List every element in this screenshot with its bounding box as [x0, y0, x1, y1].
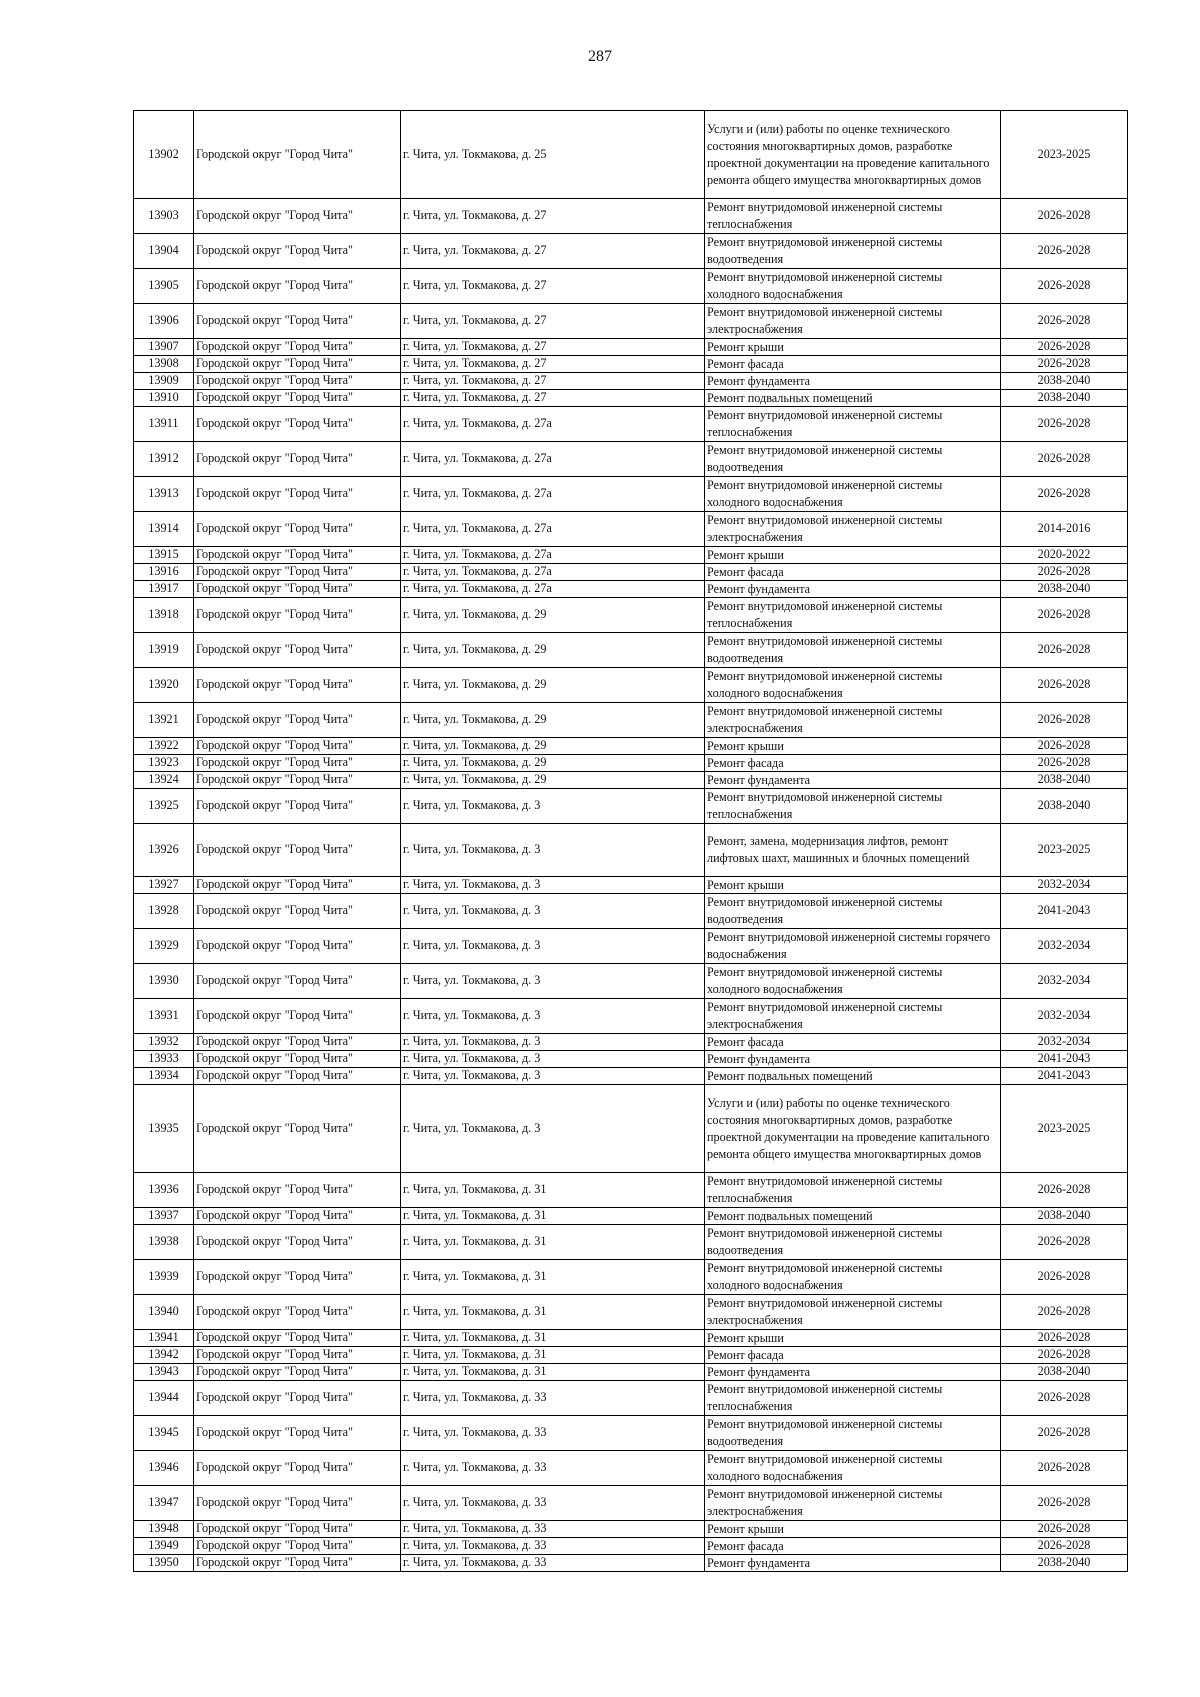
row-number: 13929 [134, 929, 194, 964]
municipality-cell: Городской округ "Город Чита" [194, 1068, 401, 1085]
period-cell: 2026-2028 [1001, 668, 1128, 703]
table-row [134, 1486, 1128, 1521]
work-type-cell: Ремонт внутридомовой инженерной системы водоотведения [705, 234, 1001, 269]
period-cell: 2026-2028 [1001, 633, 1128, 668]
municipality-cell: Городской округ "Город Чита" [194, 564, 401, 581]
row-number: 13936 [134, 1173, 194, 1208]
row-number: 13944 [134, 1381, 194, 1416]
municipality-cell: Городской округ "Город Чита" [194, 668, 401, 703]
work-type-cell: Ремонт внутридомовой инженерной системы холодного водоснабжения [705, 668, 1001, 703]
municipality-cell: Городской округ "Город Чита" [194, 269, 401, 304]
table-row [134, 234, 1128, 269]
municipality-cell: Городской округ "Город Чита" [194, 1085, 401, 1173]
work-type-cell: Ремонт крыши [705, 1521, 1001, 1538]
municipality-cell: Городской округ "Город Чита" [194, 304, 401, 339]
address-cell: г. Чита, ул. Токмакова, д. 33 [401, 1381, 705, 1416]
row-number: 13935 [134, 1085, 194, 1173]
row-number: 13922 [134, 738, 194, 755]
period-cell: 2032-2034 [1001, 877, 1128, 894]
row-number: 13950 [134, 1555, 194, 1572]
municipality-cell: Городской округ "Город Чита" [194, 1034, 401, 1051]
municipality-cell: Городской округ "Город Чита" [194, 1260, 401, 1295]
row-number: 13945 [134, 1416, 194, 1451]
table-row [134, 1555, 1128, 1572]
period-cell: 2038-2040 [1001, 1555, 1128, 1572]
address-cell: г. Чита, ул. Токмакова, д. 31 [401, 1208, 705, 1225]
work-type-cell: Ремонт фасада [705, 1538, 1001, 1555]
period-cell: 2026-2028 [1001, 234, 1128, 269]
table-row [134, 772, 1128, 789]
work-type-cell: Ремонт внутридомовой инженерной системы теплоснабжения [705, 789, 1001, 824]
work-type-cell: Ремонт фасада [705, 1347, 1001, 1364]
period-cell: 2026-2028 [1001, 477, 1128, 512]
row-number: 13911 [134, 407, 194, 442]
municipality-cell: Городской округ "Город Чита" [194, 999, 401, 1034]
municipality-cell: Городской округ "Город Чита" [194, 633, 401, 668]
table-row [134, 1225, 1128, 1260]
address-cell: г. Чита, ул. Токмакова, д. 27 [401, 234, 705, 269]
period-cell: 2026-2028 [1001, 564, 1128, 581]
address-cell: г. Чита, ул. Токмакова, д. 33 [401, 1416, 705, 1451]
address-cell: г. Чита, ул. Токмакова, д. 3 [401, 1068, 705, 1085]
address-cell: г. Чита, ул. Токмакова, д. 33 [401, 1538, 705, 1555]
address-cell: г. Чита, ул. Токмакова, д. 27 [401, 356, 705, 373]
row-number: 13917 [134, 581, 194, 598]
row-number: 13916 [134, 564, 194, 581]
work-type-cell: Ремонт фундамента [705, 373, 1001, 390]
repair-schedule-table [133, 110, 1128, 1572]
address-cell: г. Чита, ул. Токмакова, д. 31 [401, 1173, 705, 1208]
table-row [134, 1538, 1128, 1555]
address-cell: г. Чита, ул. Токмакова, д. 31 [401, 1330, 705, 1347]
period-cell: 2023-2025 [1001, 111, 1128, 199]
period-cell: 2026-2028 [1001, 1225, 1128, 1260]
period-cell: 2026-2028 [1001, 738, 1128, 755]
table-row [134, 111, 1128, 199]
address-cell: г. Чита, ул. Токмакова, д. 31 [401, 1295, 705, 1330]
table-row [134, 755, 1128, 772]
table-row [134, 877, 1128, 894]
row-number: 13930 [134, 964, 194, 999]
municipality-cell: Городской округ "Город Чита" [194, 964, 401, 999]
period-cell: 2014-2016 [1001, 512, 1128, 547]
row-number: 13913 [134, 477, 194, 512]
work-type-cell: Ремонт крыши [705, 1330, 1001, 1347]
municipality-cell: Городской округ "Город Чита" [194, 772, 401, 789]
row-number: 13928 [134, 894, 194, 929]
row-number: 13925 [134, 789, 194, 824]
work-type-cell: Ремонт подвальных помещений [705, 1068, 1001, 1085]
table-row [134, 390, 1128, 407]
address-cell: г. Чита, ул. Токмакова, д. 27а [401, 564, 705, 581]
address-cell: г. Чита, ул. Токмакова, д. 31 [401, 1225, 705, 1260]
period-cell: 2026-2028 [1001, 703, 1128, 738]
table-row [134, 373, 1128, 390]
table-row [134, 999, 1128, 1034]
address-cell: г. Чита, ул. Токмакова, д. 27а [401, 407, 705, 442]
municipality-cell: Городской округ "Город Чита" [194, 1381, 401, 1416]
municipality-cell: Городской округ "Город Чита" [194, 1451, 401, 1486]
period-cell: 2026-2028 [1001, 1416, 1128, 1451]
work-type-cell: Ремонт внутридомовой инженерной системы водоотведения [705, 633, 1001, 668]
municipality-cell: Городской округ "Город Чита" [194, 738, 401, 755]
period-cell: 2026-2028 [1001, 339, 1128, 356]
table-row [134, 824, 1128, 877]
table-row [134, 1068, 1128, 1085]
address-cell: г. Чита, ул. Токмакова, д. 31 [401, 1347, 705, 1364]
row-number: 13946 [134, 1451, 194, 1486]
row-number: 13909 [134, 373, 194, 390]
period-cell: 2032-2034 [1001, 964, 1128, 999]
municipality-cell: Городской округ "Город Чита" [194, 1521, 401, 1538]
row-number: 13931 [134, 999, 194, 1034]
address-cell: г. Чита, ул. Токмакова, д. 3 [401, 1051, 705, 1068]
address-cell: г. Чита, ул. Токмакова, д. 29 [401, 755, 705, 772]
table-row [134, 1330, 1128, 1347]
work-type-cell: Ремонт внутридомовой инженерной системы электроснабжения [705, 703, 1001, 738]
address-cell: г. Чита, ул. Токмакова, д. 33 [401, 1486, 705, 1521]
period-cell: 2026-2028 [1001, 755, 1128, 772]
work-type-cell: Ремонт фасада [705, 1034, 1001, 1051]
municipality-cell: Городской округ "Город Чита" [194, 199, 401, 234]
period-cell: 2038-2040 [1001, 789, 1128, 824]
table-row [134, 633, 1128, 668]
table-row [134, 339, 1128, 356]
table-row [134, 304, 1128, 339]
municipality-cell: Городской округ "Город Чита" [194, 512, 401, 547]
table-row [134, 547, 1128, 564]
row-number: 13940 [134, 1295, 194, 1330]
work-type-cell: Ремонт внутридомовой инженерной системы электроснабжения [705, 1295, 1001, 1330]
period-cell: 2038-2040 [1001, 581, 1128, 598]
period-cell: 2038-2040 [1001, 390, 1128, 407]
table-row [134, 407, 1128, 442]
period-cell: 2032-2034 [1001, 999, 1128, 1034]
work-type-cell: Ремонт внутридомовой инженерной системы холодного водоснабжения [705, 1260, 1001, 1295]
municipality-cell: Городской округ "Город Чита" [194, 598, 401, 633]
municipality-cell: Городской округ "Город Чита" [194, 877, 401, 894]
period-cell: 2026-2028 [1001, 356, 1128, 373]
work-type-cell: Ремонт внутридомовой инженерной системы водоотведения [705, 894, 1001, 929]
period-cell: 2038-2040 [1001, 1364, 1128, 1381]
row-number: 13902 [134, 111, 194, 199]
period-cell: 2026-2028 [1001, 1381, 1128, 1416]
work-type-cell: Ремонт внутридомовой инженерной системы холодного водоснабжения [705, 477, 1001, 512]
period-cell: 2026-2028 [1001, 407, 1128, 442]
municipality-cell: Городской округ "Город Чита" [194, 789, 401, 824]
table-row [134, 1364, 1128, 1381]
period-cell: 2026-2028 [1001, 304, 1128, 339]
address-cell: г. Чита, ул. Токмакова, д. 27а [401, 512, 705, 547]
work-type-cell: Ремонт внутридомовой инженерной системы электроснабжения [705, 512, 1001, 547]
municipality-cell: Городской округ "Город Чита" [194, 234, 401, 269]
work-type-cell: Ремонт крыши [705, 339, 1001, 356]
table-row [134, 1085, 1128, 1173]
address-cell: г. Чита, ул. Токмакова, д. 3 [401, 789, 705, 824]
address-cell: г. Чита, ул. Токмакова, д. 29 [401, 772, 705, 789]
work-type-cell: Ремонт внутридомовой инженерной системы теплоснабжения [705, 407, 1001, 442]
municipality-cell: Городской округ "Город Чита" [194, 755, 401, 772]
period-cell: 2032-2034 [1001, 929, 1128, 964]
table-row [134, 789, 1128, 824]
table-row [134, 1416, 1128, 1451]
row-number: 13932 [134, 1034, 194, 1051]
row-number: 13941 [134, 1330, 194, 1347]
address-cell: г. Чита, ул. Токмакова, д. 3 [401, 877, 705, 894]
address-cell: г. Чита, ул. Токмакова, д. 33 [401, 1555, 705, 1572]
period-cell: 2041-2043 [1001, 1068, 1128, 1085]
municipality-cell: Городской округ "Город Чита" [194, 1330, 401, 1347]
address-cell: г. Чита, ул. Токмакова, д. 33 [401, 1451, 705, 1486]
table-row [134, 1347, 1128, 1364]
work-type-cell: Ремонт фундамента [705, 1555, 1001, 1572]
address-cell: г. Чита, ул. Токмакова, д. 29 [401, 633, 705, 668]
work-type-cell: Ремонт крыши [705, 738, 1001, 755]
row-number: 13939 [134, 1260, 194, 1295]
address-cell: г. Чита, ул. Токмакова, д. 29 [401, 598, 705, 633]
work-type-cell: Ремонт внутридомовой инженерной системы водоотведения [705, 1416, 1001, 1451]
table-row [134, 929, 1128, 964]
address-cell: г. Чита, ул. Токмакова, д. 27 [401, 390, 705, 407]
work-type-cell: Ремонт внутридомовой инженерной системы холодного водоснабжения [705, 964, 1001, 999]
table-row [134, 964, 1128, 999]
table-row [134, 269, 1128, 304]
work-type-cell: Ремонт внутридомовой инженерной системы электроснабжения [705, 304, 1001, 339]
row-number: 13903 [134, 199, 194, 234]
period-cell: 2041-2043 [1001, 894, 1128, 929]
address-cell: г. Чита, ул. Токмакова, д. 29 [401, 738, 705, 755]
row-number: 13926 [134, 824, 194, 877]
row-number: 13924 [134, 772, 194, 789]
row-number: 13938 [134, 1225, 194, 1260]
municipality-cell: Городской округ "Город Чита" [194, 547, 401, 564]
row-number: 13934 [134, 1068, 194, 1085]
table-row [134, 1260, 1128, 1295]
row-number: 13915 [134, 547, 194, 564]
row-number: 13921 [134, 703, 194, 738]
period-cell: 2032-2034 [1001, 1034, 1128, 1051]
address-cell: г. Чита, ул. Токмакова, д. 29 [401, 668, 705, 703]
address-cell: г. Чита, ул. Токмакова, д. 3 [401, 894, 705, 929]
work-type-cell: Ремонт внутридомовой инженерной системы электроснабжения [705, 1486, 1001, 1521]
table-row [134, 1295, 1128, 1330]
municipality-cell: Городской округ "Город Чита" [194, 1364, 401, 1381]
address-cell: г. Чита, ул. Токмакова, д. 27 [401, 373, 705, 390]
work-type-cell: Ремонт фундамента [705, 1051, 1001, 1068]
row-number: 13942 [134, 1347, 194, 1364]
municipality-cell: Городской округ "Город Чита" [194, 356, 401, 373]
table-row [134, 598, 1128, 633]
municipality-cell: Городской округ "Город Чита" [194, 703, 401, 738]
row-number: 13918 [134, 598, 194, 633]
work-type-cell: Ремонт внутридомовой инженерной системы теплоснабжения [705, 1381, 1001, 1416]
row-number: 13905 [134, 269, 194, 304]
municipality-cell: Городской округ "Город Чита" [194, 1051, 401, 1068]
row-number: 13910 [134, 390, 194, 407]
period-cell: 2026-2028 [1001, 1538, 1128, 1555]
period-cell: 2026-2028 [1001, 598, 1128, 633]
work-type-cell: Услуги и (или) работы по оценке технического состояния многоквартирных домов, разработке проектной документации на проведение капитального ремонта общего имущества многоквартирных домов [705, 111, 1001, 199]
address-cell: г. Чита, ул. Токмакова, д. 27а [401, 442, 705, 477]
address-cell: г. Чита, ул. Токмакова, д. 27 [401, 339, 705, 356]
address-cell: г. Чита, ул. Токмакова, д. 25 [401, 111, 705, 199]
address-cell: г. Чита, ул. Токмакова, д. 27 [401, 199, 705, 234]
work-type-cell: Ремонт внутридомовой инженерной системы холодного водоснабжения [705, 269, 1001, 304]
address-cell: г. Чита, ул. Токмакова, д. 31 [401, 1260, 705, 1295]
table-row [134, 564, 1128, 581]
work-type-cell: Ремонт внутридомовой инженерной системы горячего водоснабжения [705, 929, 1001, 964]
table-row [134, 1208, 1128, 1225]
row-number: 13920 [134, 668, 194, 703]
table-row [134, 1051, 1128, 1068]
period-cell: 2038-2040 [1001, 772, 1128, 789]
municipality-cell: Городской округ "Город Чита" [194, 442, 401, 477]
table-row [134, 1381, 1128, 1416]
address-cell: г. Чита, ул. Токмакова, д. 27а [401, 547, 705, 564]
address-cell: г. Чита, ул. Токмакова, д. 31 [401, 1364, 705, 1381]
period-cell: 2026-2028 [1001, 1451, 1128, 1486]
municipality-cell: Городской округ "Город Чита" [194, 581, 401, 598]
work-type-cell: Ремонт внутридомовой инженерной системы электроснабжения [705, 999, 1001, 1034]
period-cell: 2026-2028 [1001, 199, 1128, 234]
work-type-cell: Ремонт внутридомовой инженерной системы теплоснабжения [705, 1173, 1001, 1208]
municipality-cell: Городской округ "Город Чита" [194, 1486, 401, 1521]
work-type-cell: Ремонт фундамента [705, 581, 1001, 598]
municipality-cell: Городской округ "Город Чита" [194, 477, 401, 512]
work-type-cell: Ремонт фасада [705, 755, 1001, 772]
municipality-cell: Городской округ "Город Чита" [194, 111, 401, 199]
municipality-cell: Городской округ "Город Чита" [194, 407, 401, 442]
period-cell: 2038-2040 [1001, 1208, 1128, 1225]
municipality-cell: Городской округ "Город Чита" [194, 1173, 401, 1208]
work-type-cell: Услуги и (или) работы по оценке технического состояния многоквартирных домов, разработке проектной документации на проведение капитального ремонта общего имущества многоквартирных домов [705, 1085, 1001, 1173]
municipality-cell: Городской округ "Город Чита" [194, 1225, 401, 1260]
row-number: 13923 [134, 755, 194, 772]
municipality-cell: Городской округ "Город Чита" [194, 1295, 401, 1330]
row-number: 13943 [134, 1364, 194, 1381]
period-cell: 2026-2028 [1001, 1486, 1128, 1521]
table-row [134, 894, 1128, 929]
work-type-cell: Ремонт крыши [705, 877, 1001, 894]
table-row [134, 512, 1128, 547]
work-type-cell: Ремонт, замена, модернизация лифтов, ремонт лифтовых шахт, машинных и блочных помещений [705, 824, 1001, 877]
address-cell: г. Чита, ул. Токмакова, д. 33 [401, 1521, 705, 1538]
period-cell: 2026-2028 [1001, 1347, 1128, 1364]
municipality-cell: Городской округ "Город Чита" [194, 1555, 401, 1572]
table-row [134, 581, 1128, 598]
row-number: 13933 [134, 1051, 194, 1068]
municipality-cell: Городской округ "Город Чита" [194, 824, 401, 877]
address-cell: г. Чита, ул. Токмакова, д. 29 [401, 703, 705, 738]
work-type-cell: Ремонт фундамента [705, 1364, 1001, 1381]
table-body [134, 111, 1128, 1572]
work-type-cell: Ремонт внутридомовой инженерной системы холодного водоснабжения [705, 1451, 1001, 1486]
page-number: 287 [588, 48, 612, 65]
municipality-cell: Городской округ "Город Чита" [194, 1347, 401, 1364]
municipality-cell: Городской округ "Город Чита" [194, 390, 401, 407]
municipality-cell: Городской округ "Город Чита" [194, 373, 401, 390]
period-cell: 2026-2028 [1001, 1173, 1128, 1208]
work-type-cell: Ремонт фасада [705, 564, 1001, 581]
period-cell: 2020-2022 [1001, 547, 1128, 564]
table-row [134, 199, 1128, 234]
table-row [134, 738, 1128, 755]
row-number: 13904 [134, 234, 194, 269]
row-number: 13912 [134, 442, 194, 477]
municipality-cell: Городской округ "Город Чита" [194, 929, 401, 964]
table-row [134, 1521, 1128, 1538]
table-row [134, 356, 1128, 373]
table-row [134, 703, 1128, 738]
municipality-cell: Городской округ "Город Чита" [194, 339, 401, 356]
table-row [134, 1034, 1128, 1051]
table-row [134, 668, 1128, 703]
work-type-cell: Ремонт подвальных помещений [705, 390, 1001, 407]
municipality-cell: Городской округ "Город Чита" [194, 1538, 401, 1555]
address-cell: г. Чита, ул. Токмакова, д. 3 [401, 929, 705, 964]
period-cell: 2041-2043 [1001, 1051, 1128, 1068]
municipality-cell: Городской округ "Город Чита" [194, 894, 401, 929]
period-cell: 2038-2040 [1001, 373, 1128, 390]
address-cell: г. Чита, ул. Токмакова, д. 27 [401, 269, 705, 304]
period-cell: 2026-2028 [1001, 269, 1128, 304]
work-type-cell: Ремонт внутридомовой инженерной системы теплоснабжения [705, 199, 1001, 234]
work-type-cell: Ремонт фундамента [705, 772, 1001, 789]
row-number: 13949 [134, 1538, 194, 1555]
municipality-cell: Городской округ "Город Чита" [194, 1208, 401, 1225]
work-type-cell: Ремонт внутридомовой инженерной системы водоотведения [705, 442, 1001, 477]
work-type-cell: Ремонт подвальных помещений [705, 1208, 1001, 1225]
period-cell: 2026-2028 [1001, 1260, 1128, 1295]
municipality-cell: Городской округ "Город Чита" [194, 1416, 401, 1451]
period-cell: 2026-2028 [1001, 1521, 1128, 1538]
address-cell: г. Чита, ул. Токмакова, д. 3 [401, 1085, 705, 1173]
period-cell: 2026-2028 [1001, 1295, 1128, 1330]
work-type-cell: Ремонт внутридомовой инженерной системы теплоснабжения [705, 598, 1001, 633]
table-row [134, 442, 1128, 477]
row-number: 13907 [134, 339, 194, 356]
work-type-cell: Ремонт крыши [705, 547, 1001, 564]
row-number: 13908 [134, 356, 194, 373]
address-cell: г. Чита, ул. Токмакова, д. 27 [401, 304, 705, 339]
period-cell: 2026-2028 [1001, 1330, 1128, 1347]
row-number: 13919 [134, 633, 194, 668]
row-number: 13914 [134, 512, 194, 547]
work-type-cell: Ремонт фасада [705, 356, 1001, 373]
work-type-cell: Ремонт внутридомовой инженерной системы водоотведения [705, 1225, 1001, 1260]
row-number: 13927 [134, 877, 194, 894]
row-number: 13937 [134, 1208, 194, 1225]
period-cell: 2023-2025 [1001, 1085, 1128, 1173]
address-cell: г. Чита, ул. Токмакова, д. 27а [401, 477, 705, 512]
table-row [134, 1451, 1128, 1486]
address-cell: г. Чита, ул. Токмакова, д. 3 [401, 1034, 705, 1051]
row-number: 13948 [134, 1521, 194, 1538]
period-cell: 2023-2025 [1001, 824, 1128, 877]
table-row [134, 477, 1128, 512]
row-number: 13906 [134, 304, 194, 339]
period-cell: 2026-2028 [1001, 442, 1128, 477]
address-cell: г. Чита, ул. Токмакова, д. 3 [401, 999, 705, 1034]
address-cell: г. Чита, ул. Токмакова, д. 27а [401, 581, 705, 598]
row-number: 13947 [134, 1486, 194, 1521]
table-row [134, 1173, 1128, 1208]
address-cell: г. Чита, ул. Токмакова, д. 3 [401, 824, 705, 877]
address-cell: г. Чита, ул. Токмакова, д. 3 [401, 964, 705, 999]
